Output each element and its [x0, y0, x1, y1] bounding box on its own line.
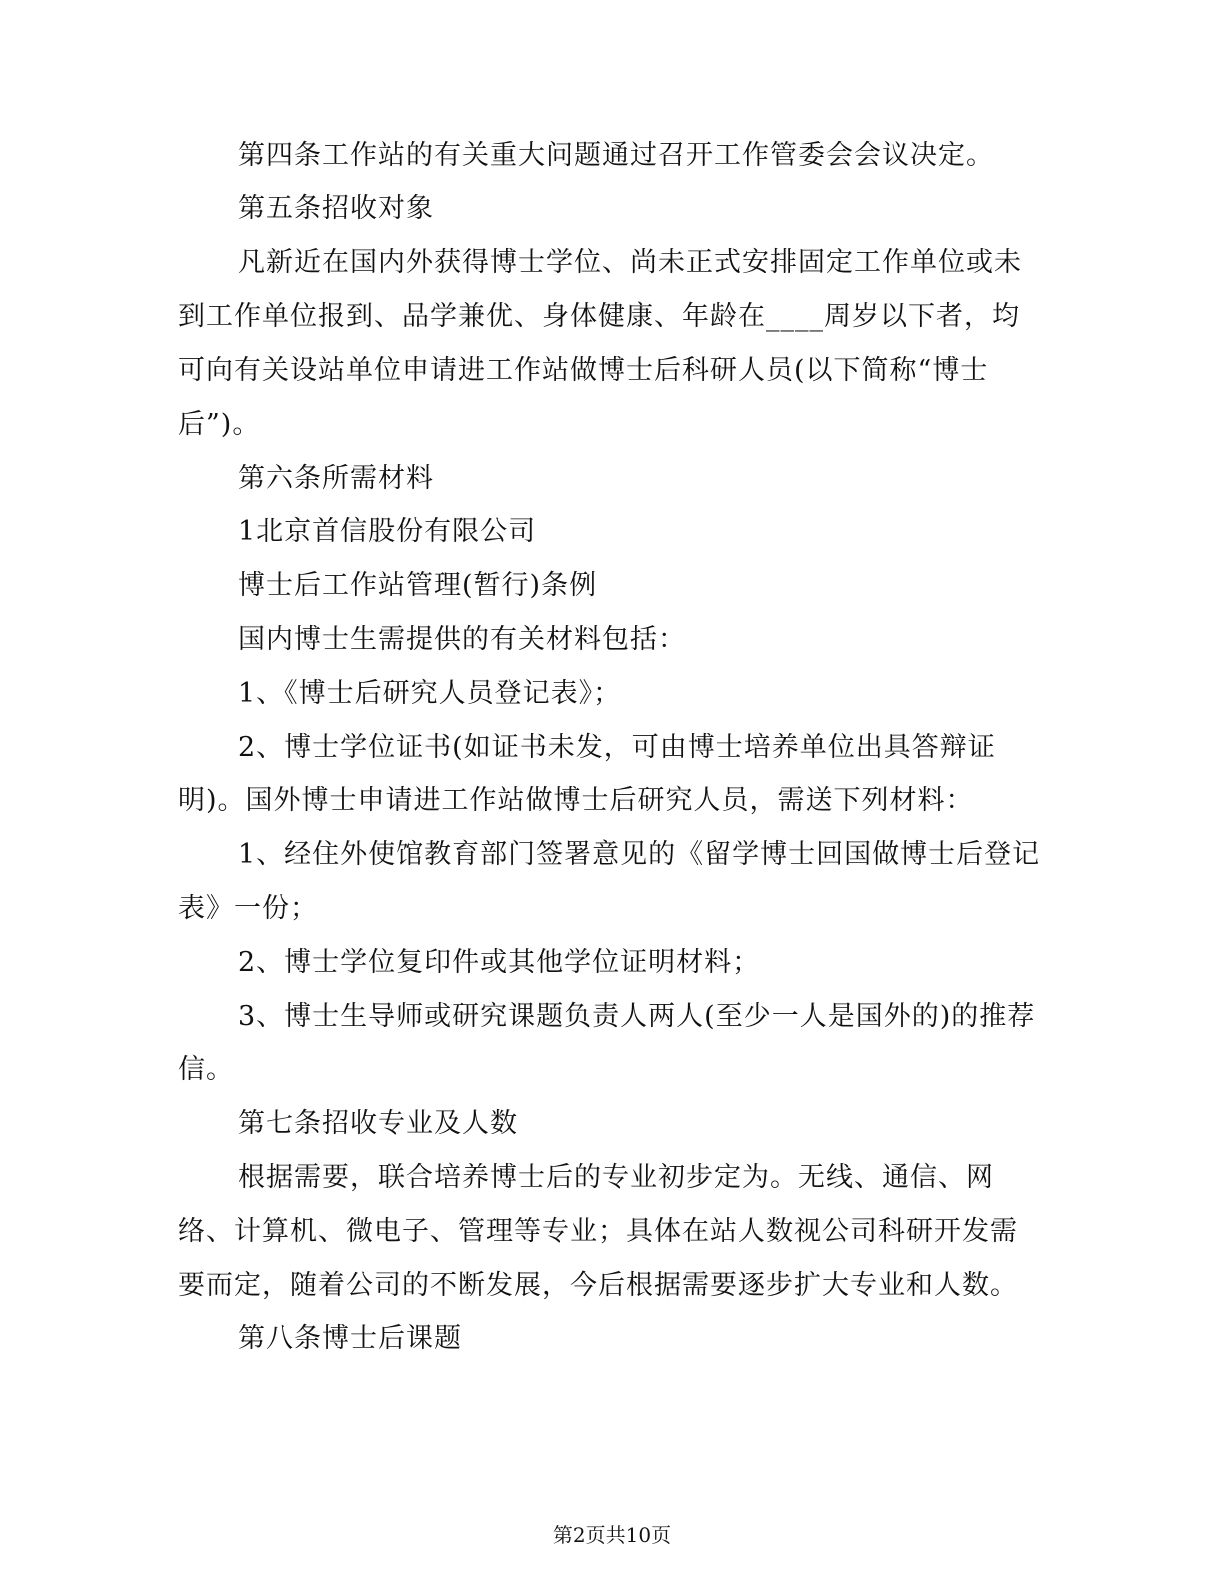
section-heading: 第五条招收对象: [238, 193, 434, 224]
paragraph-line: 根据需要，联合培养博士后的专业初步定为。无线、通信、网: [238, 1162, 994, 1193]
paragraph-line: 凡新近在国内外获得博士学位、尚未正式安排固定工作单位或未: [238, 247, 1022, 278]
paragraph-line: 可向有关设站单位申请进工作站做博士后科研人员(以下简称“博士: [178, 355, 989, 386]
list-item: 1、《博士后研究人员登记表》；: [238, 678, 622, 709]
paragraph-line: 国内博士生需提供的有关材料包括：: [238, 624, 686, 655]
paragraph-line: 要而定，随着公司的不断发展，今后根据需要逐步扩大专业和人数。: [178, 1270, 1018, 1301]
paragraph-line: 第四条工作站的有关重大问题通过召开工作管委会会议决定。: [238, 140, 994, 171]
list-item: 2、博士学位复印件或其他学位证明材料；: [238, 947, 761, 978]
list-item: 2、博士学位证书(如证书未发，可由博士培养单位出具答辩证: [238, 732, 996, 763]
list-item: 3、博士生导师或研究课题负责人两人(至少一人是国外的)的推荐: [238, 1001, 1036, 1032]
paragraph-line: 表》一份；: [178, 893, 318, 924]
section-heading: 第六条所需材料: [238, 463, 434, 494]
paragraph-line: 明)。国外博士申请进工作站做博士后研究人员，需送下列材料：: [178, 785, 974, 816]
paragraph-line: 后”)。: [178, 409, 261, 440]
paragraph-line: 到工作单位报到、品学兼优、身体健康、年龄在____周岁以下者，均: [178, 301, 1020, 332]
page-number-footer: 第2页共10页: [552, 1523, 672, 1547]
paragraph-line: 博士后工作站管理(暂行)条例: [238, 570, 598, 601]
list-item: 1、经住外使馆教育部门签署意见的《留学博士回国做博士后登记: [238, 839, 1041, 870]
section-heading: 第八条博士后课题: [238, 1323, 462, 1354]
paragraph-line: 1北京首信股份有限公司: [238, 516, 537, 547]
paragraph-line: 信。: [178, 1054, 234, 1085]
section-heading: 第七条招收专业及人数: [238, 1108, 518, 1139]
paragraph-line: 络、计算机、微电子、管理等专业；具体在站人数视公司科研开发需: [178, 1216, 1018, 1247]
